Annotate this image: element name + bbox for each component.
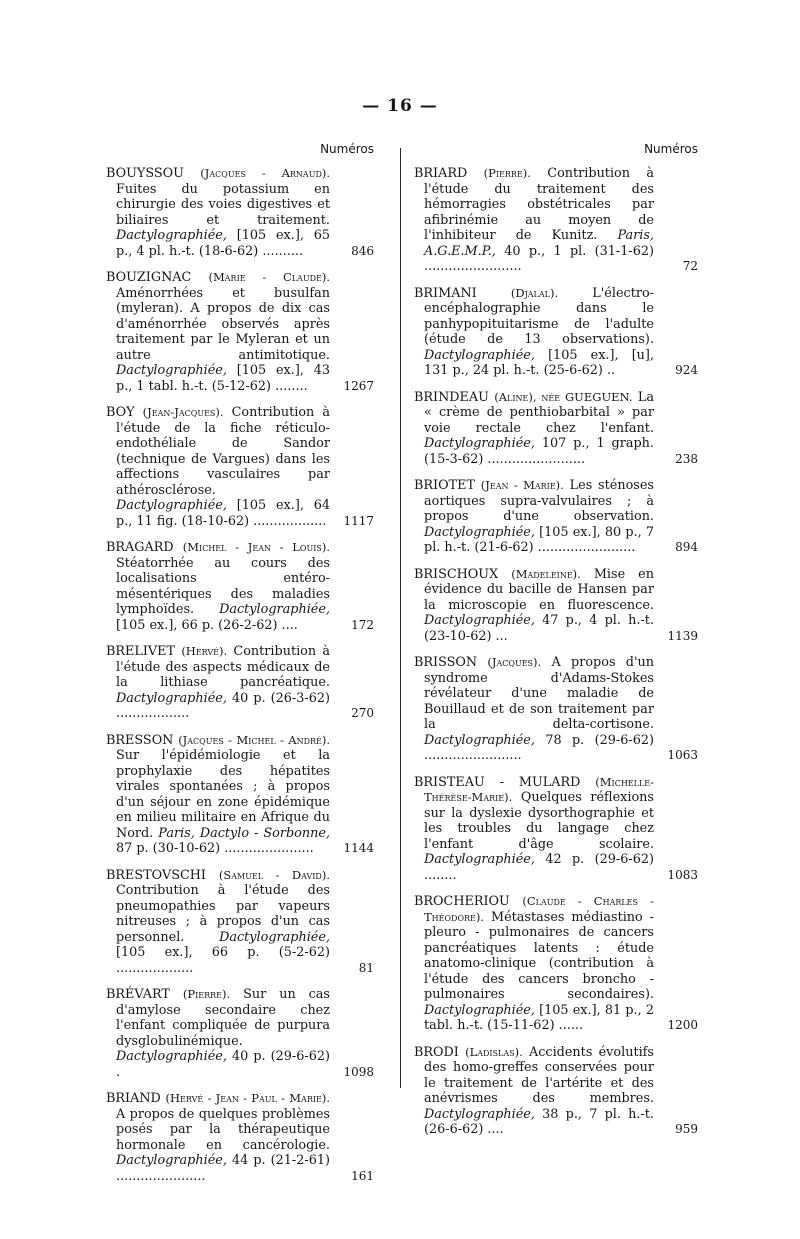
left-column: [106, 142, 374, 1195]
entry-firstnames: (Madeleine).: [511, 566, 581, 581]
entry-firstnames: (Jean-Jacques).: [142, 405, 224, 419]
entry-number: 161: [351, 1168, 374, 1183]
entry-number: 959: [675, 1122, 698, 1136]
entry-publisher: Dactylographiée,: [424, 1002, 535, 1018]
entry-firstnames: (Ladislas).: [465, 1044, 523, 1059]
entry-firstnames: (Pierre).: [483, 166, 531, 180]
entry-title: Sur l'épidémiologie et la prophylaxie des hépatites virales spontanées ; à propos d'un séjour en zone épidémique en milieu militaire en Afrique du Nord.: [116, 748, 330, 841]
entry-author: BRISCHOUX: [414, 566, 499, 582]
entry-title: Mise en évidence du bacille de Hansen par la microscopie en fluorescence.: [424, 566, 654, 613]
entry-firstnames: (Jean - Marie).: [480, 478, 564, 492]
entry-details: [105 ex.], 80 p., 7 pl. h.-t. (21-6-62) ........................: [424, 524, 654, 555]
bibliography-entry: [106, 987, 374, 1080]
entry-firstnames: (Hervé).: [181, 644, 228, 658]
entry-number: 1098: [343, 1064, 374, 1079]
entry-author: BRESTOVSCHI: [106, 867, 206, 883]
entry-title: Contribution à l'étude des aspects médicaux de la lithiase pancréatique.: [116, 644, 330, 690]
entry-details: 42 p. (29-6-62) ........: [424, 852, 654, 883]
bibliography-entry: [414, 478, 698, 556]
entry-details: 40 p. (29-6-62) .: [116, 1049, 330, 1080]
entry-title: Contribution à l'étude du traitement des hémorragies obstétricales par afibrinémie au moyen de l'inhibiteur de Kunitz.: [424, 166, 654, 243]
entry-title: Contribution à l'étude de la fiche réticulo-endothéliale de Sandor (technique de Vargues) dans les affections vasculaires par athérosclérose.: [116, 405, 330, 498]
entry-number: 172: [351, 617, 374, 632]
entry-title: Accidents évolutifs des homo-greffes conservées pour le traitement de l'artérite et des anévrismes des membres.: [424, 1044, 654, 1106]
entry-publisher: Dactylographiée,: [116, 498, 227, 513]
entry-details: 44 p. (21-2-61) ......................: [116, 1153, 330, 1184]
page-number: — 16 —: [362, 96, 438, 116]
bibliography-entry: [414, 655, 698, 764]
entry-publisher: Dactylographiée,: [424, 436, 535, 451]
entry-title: Quelques réflexions sur la dyslexie dysorthographie et les troubles du langage chez l'enfant d'âge scolaire.: [424, 790, 654, 852]
entry-firstnames: (Pierre).: [182, 987, 231, 1001]
entry-author: BRAGARD: [106, 540, 174, 555]
entry-firstnames: (Samuel - David).: [218, 867, 330, 882]
entry-number: 270: [351, 706, 374, 720]
entry-details: [105 ex.], 65 p., 4 pl. h.-t. (18-6-62) ..........: [116, 228, 330, 259]
entry-publisher: Dactylographiée,: [424, 852, 535, 867]
entry-author: BRINDEAU: [414, 389, 489, 405]
entry-details: 78 p. (29-6-62) ........................: [424, 732, 654, 763]
bibliography-entry: [414, 894, 698, 1034]
entry-firstnames: (Hervé - Jean - Paul - Marie).: [165, 1091, 330, 1105]
entry-details: 40 p., 1 pl. (31-1-62) ........................: [424, 243, 655, 274]
entry-publisher: Paris, A.G.E.M.P.,: [424, 228, 654, 259]
entry-author: BRISSON: [414, 655, 478, 670]
entry-author: BRESSON: [106, 732, 174, 748]
entry-publisher: Dactylographiée,: [424, 1106, 535, 1122]
bibliography-entry: [106, 166, 374, 259]
bibliography-entry: [106, 644, 374, 722]
entry-firstnames: (Djalal).: [510, 285, 559, 300]
entry-details: [105 ex.], 66 p. (26-2-62) ....: [116, 617, 298, 633]
entry-number: 1139: [667, 628, 698, 643]
entry-title: Les sténoses aortiques supra-valvulaires ; à propos d'une observation.: [424, 478, 654, 524]
entry-number: 238: [675, 451, 698, 466]
bibliography-entry: [106, 540, 374, 633]
bibliography-entry: [414, 286, 698, 379]
right-column: [414, 142, 698, 1149]
bibliography-entry: [106, 1091, 374, 1184]
entry-publisher: Paris, Dactylo - Sorbonne,: [158, 825, 330, 841]
entry-title: Stéatorrhée au cours des localisations entéro-mésentériques des maladies lymphoïdes.: [116, 555, 330, 617]
bibliography-entry: [414, 390, 698, 468]
entry-firstnames: (Aline), née GUEGUEN.: [494, 389, 633, 404]
entry-title: Aménorrhées et busulfan (myleran). A propos de dix cas d'aménorrhée observés après traitement par le Myleran et un autre antimitotique.: [116, 285, 330, 363]
entry-publisher: Dactylographiée,: [424, 613, 535, 628]
bibliography-entry: [106, 270, 374, 394]
entry-author: BRODI: [414, 1044, 459, 1060]
entry-details: [105 ex.], 64 p., 11 fig. (18-10-62) ..................: [116, 498, 330, 529]
entry-author: BOUZIGNAC: [106, 270, 192, 285]
entry-author: BRISTEAU - MULARD: [414, 774, 581, 790]
entry-details: 38 p., 7 pl. h.-t.(26-6-62) ....: [424, 1106, 654, 1137]
entry-author: BRIARD: [414, 166, 468, 181]
entry-details: [105 ex.], [u], 131 p., 24 pl. h.-t. (25-6-62) ..: [424, 347, 654, 378]
entry-number: 1200: [667, 1018, 698, 1032]
entry-title: Métastases médiastino - pleuro - pulmonaires de cancers pancréatiques latents : étude anatomo-clinique (contribution à l'étude des cancers broncho - pulmonaires secondaires).: [424, 909, 655, 1002]
entry-title: A propos d'un syndrome d'Adams-Stokes révélateur d'une maladie de Bouillaud et de son traitement par la delta-cortisone.: [424, 655, 654, 732]
entry-author: BOY: [106, 405, 135, 420]
entry-firstnames: (Michel - Jean - Louis).: [182, 540, 330, 554]
entry-title: A propos de quelques problèmes posés par la thérapeutique hormonale en cancérologie.: [116, 1106, 330, 1153]
entry-number: 924: [675, 363, 698, 377]
entry-number: 72: [682, 259, 698, 273]
entry-details: 47 p., 4 pl. h.-t. (23-10-62) ...: [424, 613, 654, 644]
entry-details: 87 p. (30-10-62) ......................: [116, 841, 314, 856]
entry-publisher: Dactylographiée,: [116, 1049, 227, 1064]
column-divider: [400, 148, 401, 1088]
entry-details: 107 p., 1 graph. (15-3-62) ........................: [424, 436, 654, 467]
entry-firstnames: (Jacques).: [487, 655, 542, 669]
bibliography-entry: [414, 1045, 698, 1138]
entry-publisher: Dactylographiée,: [424, 347, 535, 363]
entry-title: Fuites du potassium en chirurgie des voies digestives et biliaires et traitement.: [116, 181, 330, 228]
entry-author: BROCHERIOU: [414, 894, 510, 909]
entry-firstnames: (Claude - Charles - Théodore).: [424, 894, 654, 924]
column-header-right: Numéros: [644, 142, 698, 156]
bibliography-entry: [414, 775, 698, 884]
bibliography-entry: [414, 166, 698, 275]
entry-number: 1267: [343, 378, 374, 393]
entry-publisher: Dactylographiée,: [116, 363, 227, 378]
right-entry-list: [414, 166, 698, 1138]
entry-publisher: Dactylographiée,: [424, 524, 535, 540]
column-header-left: Numéros: [320, 142, 374, 156]
entry-firstnames: (Michelle-Thérèse-Marie).: [424, 774, 654, 804]
entry-publisher: Dactylographiée,: [219, 929, 330, 945]
entry-details: [105 ex.], 81 p., 2 tabl. h.-t. (15-11-62) ......: [424, 1002, 654, 1033]
entry-publisher: Dactylographiée,: [116, 1153, 227, 1168]
entry-author: BRIMANI: [414, 285, 477, 301]
entry-number: 846: [351, 243, 374, 258]
entry-author: BRIAND: [106, 1091, 161, 1106]
entry-number: 894: [675, 540, 698, 554]
entry-number: 1083: [667, 867, 698, 882]
entry-author: BRIOTET: [414, 478, 475, 493]
bibliography-entry: [106, 868, 374, 977]
bibliography-entry: [106, 733, 374, 857]
entry-publisher: Dactylographiée,: [219, 602, 330, 617]
bibliography-entry: [106, 405, 374, 529]
entry-publisher: Dactylographiée,: [116, 228, 227, 243]
entry-number: 1063: [667, 748, 698, 762]
entry-details: 40 p. (26-3-62) ..................: [116, 690, 330, 721]
entry-firstnames: (Jacques - Michel - André).: [178, 732, 330, 747]
entry-firstnames: (Marie - Claude).: [208, 270, 330, 284]
entry-firstnames: (Jacques - Arnaud).: [200, 166, 330, 180]
entry-number: 81: [358, 960, 374, 975]
entry-title: L'électro-encéphalographie dans le panhypopituitarisme de l'adulte (étude de 13 observations).: [424, 285, 654, 347]
entry-details: [105 ex.], 66 p. (5-2-62) ...................: [116, 945, 330, 976]
entry-details: [105 ex.], 43 p., 1 tabl. h.-t. (5-12-62) ........: [116, 363, 330, 394]
entry-number: 1117: [343, 513, 374, 528]
entry-author: BRELIVET: [106, 644, 176, 659]
bibliography-entry: [414, 567, 698, 645]
entry-author: BOUYSSOU: [106, 166, 184, 181]
left-entry-list: [106, 166, 374, 1184]
entry-number: 1144: [343, 841, 374, 855]
entry-title: La « crème de penthiobarbital » par voie rectale chez l'enfant.: [424, 389, 654, 436]
entry-title: Sur un cas d'amylose secondaire chez l'enfant compliquée de purpura dysglobulinémique.: [116, 987, 330, 1049]
entry-publisher: Dactylographiée,: [116, 690, 227, 706]
entry-author: BRÉVART: [106, 987, 170, 1002]
entry-title: Contribution à l'étude des pneumopathies par vapeurs nitreuses ; à propos d'un cas personnel.: [116, 883, 330, 945]
entry-publisher: Dactylographiée,: [424, 732, 535, 748]
